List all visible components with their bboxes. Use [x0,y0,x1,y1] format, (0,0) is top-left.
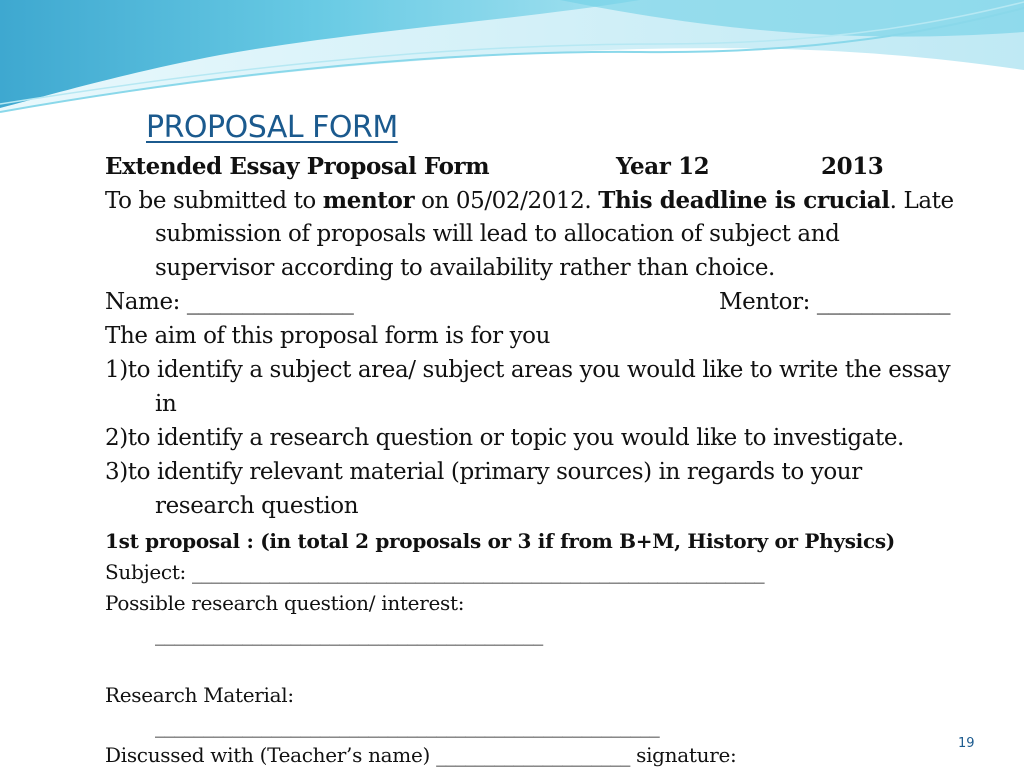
mentor-field[interactable]: Mentor: ____________ [719,289,951,315]
aim-item-3-cont: research question [155,493,359,519]
aim-intro: The aim of this proposal form is for you [105,323,551,349]
slide-title: PROPOSAL FORM [146,110,398,145]
submission-mentor: mentor [322,187,415,214]
research-material-field[interactable]: ____________________________________________________ [155,714,660,738]
proposal-heading: 1st proposal : (in total 2 proposals or 3 if from B+M, History or Physics) [105,529,895,553]
form-name: Extended Essay Proposal Form [105,153,490,180]
page-number: 19 [958,736,975,751]
submission-date: on 05/02/2012. [414,188,599,214]
research-material-label: Research Material: [105,683,294,707]
aim-item-2: 2)to identify a research question or topic you would like to investigate. [105,425,904,451]
discussed-with-field[interactable]: Discussed with (Teacher’s name) ____________________ signature: [105,743,737,767]
aim-item-1: 1)to identify a subject area/ subject areas you would like to write the essay [105,357,951,383]
submission-intro: To be submitted to [105,188,323,214]
submission-line-3: supervisor according to availability rather than choice. [155,255,775,281]
deadline-emphasis: This deadline is crucial [598,187,890,214]
name-field[interactable]: Name: _______________ [105,289,354,315]
research-question-label: Possible research question/ interest: [105,591,465,615]
aim-item-3: 3)to identify relevant material (primary sources) in regards to your [105,459,862,485]
submission-line-2: submission of proposals will lead to allocation of subject and [155,221,840,247]
year-label: Year 12 [616,153,710,180]
aim-item-1-cont: in [155,391,177,417]
year-value: 2013 [821,153,884,180]
subject-field[interactable]: Subject: ___________________________________________________________ [105,560,765,584]
research-question-field[interactable]: ________________________________________ [155,622,544,646]
submission-after: . Late [889,188,954,214]
submission-line [105,187,954,214]
